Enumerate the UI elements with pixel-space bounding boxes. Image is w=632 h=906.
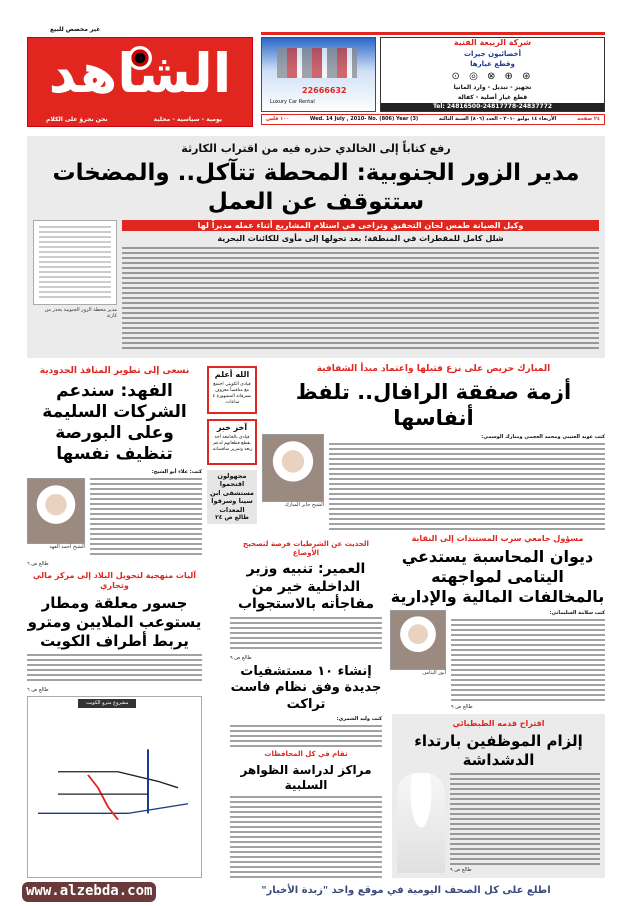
dishdasha-more[interactable]: طالع ص ٩	[450, 866, 472, 873]
box-body: قيادي بالجامعة أخذ يقطع قطعاتهم لدعم زبعه وتمرير مناقصاته.	[211, 435, 253, 453]
info-bar	[261, 114, 605, 125]
centers-kicker: تقام في كل المحافظات	[264, 750, 348, 759]
date-english: Wed. 14 July , 2010- No. (806) Year (3)	[309, 116, 419, 122]
price: ١٠٠ فلس	[266, 116, 290, 122]
lead-headline[interactable]: مدير الزور الجنوبية: المحطة تتآكل.. والمضخات ستتوقف عن العمل	[52, 160, 580, 216]
box-title: مجهولون اقتحموا مستشفى ابن سينا وسرقوا المعدات	[210, 472, 254, 514]
fahad-more[interactable]: طالع ص ٦	[27, 561, 49, 568]
map-title: مشروع مترو الكويت	[78, 699, 136, 708]
audit-caption: أنور اليتامى	[422, 670, 446, 677]
metro-kicker: آليات منهجية لتحويل البلاد إلى مركز مالي وتجاري	[33, 570, 196, 591]
rafale-photo	[262, 434, 324, 502]
fahad-headline[interactable]: الفهد: سندعم الشركات السليمة وعلى البورصة تنظيف نفسها	[42, 380, 187, 465]
ad-parts: قطع غيار أصلية - كفالة	[457, 93, 528, 101]
lead-caption: مدير محطة الزور الجنوبية يحذر من كارثة	[44, 306, 117, 320]
hospitals-byline: كتب وليد الشمري:	[336, 715, 382, 722]
fahad-caption: الشيخ أحمد الفهد	[49, 544, 85, 551]
page-count: ٢٤ صفحة	[577, 116, 600, 122]
hospitals-body-text	[230, 725, 382, 747]
omair-more[interactable]: طالع ص ٩	[230, 654, 252, 661]
footer-site-link[interactable]: www.alzebda.com	[22, 882, 156, 902]
ad-tagline: Luxury Car Rental	[270, 99, 315, 105]
middle-column	[230, 540, 382, 878]
box-allah-aalam	[207, 366, 257, 414]
ad-services: تجهيز - تبديل - وارد المانيا	[453, 84, 532, 92]
metro-lines-diagram	[28, 711, 198, 821]
fahad-kicker: نسعى إلى تطوير المنافذ الحدودية	[39, 366, 190, 376]
audit-body-text	[451, 619, 605, 702]
box-ibn-sina[interactable]	[207, 470, 257, 524]
audit-story	[390, 534, 605, 710]
box-akher-khabar	[207, 419, 257, 465]
metro-more[interactable]: طالع ص ٦	[27, 686, 49, 693]
audit-headline[interactable]: ديوان المحاسبة يستدعي اليتامى لمواجهته بالمخالفات المالية والإدارية	[390, 547, 605, 607]
omair-headline[interactable]: العمير: تنبيه وزير الداخلية خير من مفاجأته بالاستجواب	[237, 561, 375, 613]
metro-map	[27, 696, 202, 878]
logo-text: الشاهد	[48, 42, 232, 105]
fahad-photo	[27, 478, 85, 544]
centers-body-text	[230, 796, 382, 878]
fahad-body-text	[90, 478, 202, 558]
footer-slogan: اطلع على كل الصحف اليومية في موقع واحد "زبدة الأخبار"	[261, 885, 551, 896]
left-column	[27, 366, 202, 878]
audit-more[interactable]: طالع ص ٩	[451, 703, 473, 710]
box-more: طالع ص ٢٤	[215, 514, 249, 522]
omair-body-text	[230, 617, 382, 652]
hospitals-headline[interactable]: إنشاء ١٠ مستشفيات جديدة وفق نظام فاست تراكت	[230, 664, 382, 712]
rafale-body-text	[329, 443, 605, 530]
omair-kicker: الحديث عن الشرطيات فرصة لتصحيح الأوضاع	[243, 540, 369, 558]
rafale-story	[262, 364, 605, 530]
car-photos	[277, 48, 357, 78]
date-arabic: الأربعاء ١٤ يوليو ٢٠١٠ - العدد (٨٠٦) السنة الثالثة	[438, 116, 557, 122]
fahad-byline: كتب: علاء أبو الشيخ:	[151, 468, 202, 475]
header-rule	[261, 32, 605, 35]
rafale-kicker: المبارك حريص على نزع فتيلها واعتماد مبدأ الشفافية	[316, 364, 551, 374]
lead-document-image	[33, 220, 117, 305]
masthead-logo	[27, 37, 253, 127]
rafale-byline: كتب عويد العتيبي ومحمد العجمي ومبارك الوسمي:	[481, 434, 605, 441]
rafale-caption: الشيخ جابر المبارك	[284, 502, 324, 509]
lead-kicker: رفع كتاباً إلى الخالدي حذره فيه من اقتراب الكارثة	[181, 142, 451, 155]
ad-phone: 22666632	[302, 86, 347, 95]
audit-kicker: مسؤول جامعي سرب المستندات إلى النقابة	[411, 534, 584, 543]
dishdasha-body-text	[450, 773, 600, 865]
dishdasha-kicker: اقتراح قدمه الطبطبائي	[452, 719, 545, 728]
ad-rabiea[interactable]	[380, 37, 605, 112]
ad-company: شركة الربيعة الفنية	[453, 38, 532, 47]
ad-line2: وقطع غيارها	[470, 60, 515, 69]
ad-autobahn[interactable]	[261, 37, 376, 112]
box-body: قيادي الكويتي اجتمع مع مناقصاً معروف بسرقاته المشهورة ٤ ساعات.	[212, 382, 252, 405]
lead-story	[27, 136, 605, 358]
ad-line1: أخصائيون جيرات	[464, 49, 521, 58]
audit-byline: كتب سلامة السليماني:	[549, 610, 605, 617]
audit-photo	[390, 610, 446, 670]
lead-strap: وكيل الصيانة طمس لجان التحقيق وتراخى في استلام المشاريع أثناء عمله مديراً لها	[122, 220, 599, 231]
box-title: آخر خبر	[216, 423, 248, 432]
not-for-sale-label: غير مخصص للبيع	[50, 26, 101, 33]
car-brand-logos-icon: ⊛ ⊕ ⊗ ◎ ⊙	[451, 71, 534, 83]
box-title: الله أعلم	[214, 370, 250, 379]
lead-body-text	[122, 247, 599, 352]
dishdasha-story	[392, 714, 605, 878]
metro-body-text	[27, 654, 202, 684]
tagline-right: يومية - سياسية - محلية	[153, 116, 222, 123]
ad-tel: Tel: 24816500-24817778-24837772	[381, 103, 604, 111]
man-in-dishdasha-photo	[397, 773, 445, 873]
metro-headline[interactable]: جسور معلقة ومطار يستوعب الملايين ومترو يربط أطراف الكويت	[27, 594, 202, 650]
dishdasha-headline[interactable]: إلزام الموظفين بارتداء الدشداشة	[414, 732, 583, 770]
centers-headline[interactable]: مراكز لدراسة الظواهر السلبية	[240, 762, 372, 792]
tagline-left: نحن نجرؤ على الكلام	[46, 116, 108, 123]
rafale-headline[interactable]: أزمة صفقة الرافال.. تلفظ أنفاسها	[295, 379, 572, 430]
lead-subhead: شلل كامل للمقطرات في المنطقة؛ بعد تحولها إلى مأوى للكائنات البحرية	[217, 233, 504, 243]
